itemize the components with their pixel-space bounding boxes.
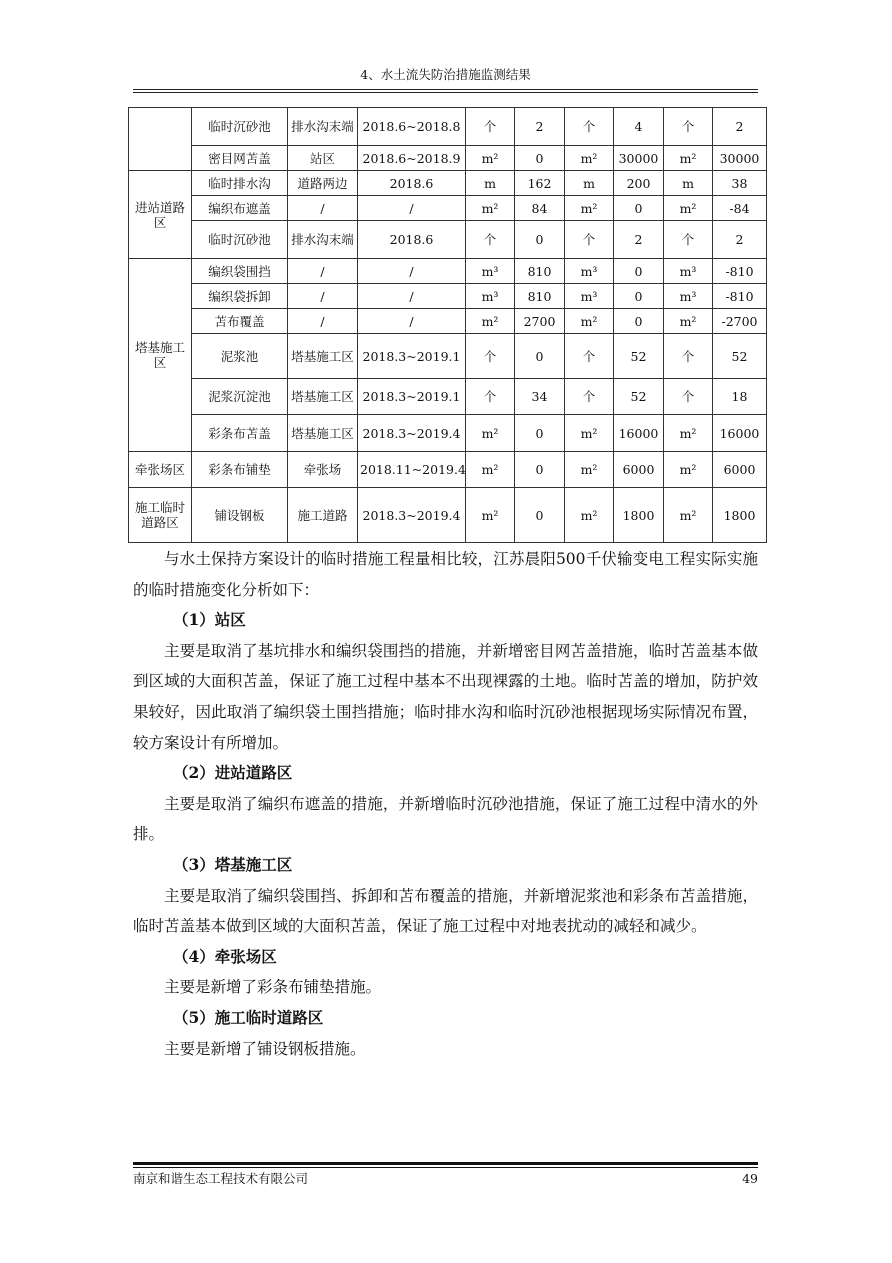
- table-cell: 个: [664, 108, 713, 146]
- table-cell: m²: [565, 146, 614, 171]
- table-cell: 苫布覆盖: [192, 309, 288, 334]
- table-cell: 2700: [515, 309, 565, 334]
- table-cell: m³: [466, 284, 515, 309]
- table-cell: 2: [713, 221, 767, 259]
- table-cell: 塔基施工区: [288, 415, 358, 452]
- section-heading: （2）进站道路区: [173, 763, 293, 783]
- table-cell: m²: [466, 146, 515, 171]
- table-cell: 2018.3~2019.1: [358, 379, 466, 415]
- table-cell: 个: [664, 221, 713, 259]
- table-cell: m²: [565, 488, 614, 543]
- table-cell: /: [358, 309, 466, 334]
- header-rule: [133, 89, 758, 90]
- table-cell: m²: [466, 309, 515, 334]
- table-cell: 16000: [614, 415, 664, 452]
- table-cell: 810: [515, 284, 565, 309]
- section-paragraph: 主要是新增了彩条布铺垫措施。: [164, 978, 382, 997]
- table-cell: 0: [614, 196, 664, 221]
- section-paragraph: 主要是取消了编织袋围挡、拆卸和苫布覆盖的措施，并新增泥浆池和彩条布苫盖措施，临时苫盖基本做到区域的大面积苫盖，保证了施工过程中对地表扰动的减轻和减少。: [133, 886, 758, 936]
- table-cell: 16000: [713, 415, 767, 452]
- table-cell: m²: [565, 196, 614, 221]
- table-cell: m²: [664, 196, 713, 221]
- table-cell: 2018.6: [358, 171, 466, 196]
- section-heading: （5）施工临时道路区: [173, 1007, 324, 1027]
- table-cell: 1800: [614, 488, 664, 543]
- table-cell: -2700: [713, 309, 767, 334]
- table-cell: 临时排水沟: [192, 171, 288, 196]
- table-cell: 52: [614, 379, 664, 415]
- table-cell: m²: [664, 146, 713, 171]
- table-cell: 6000: [614, 452, 664, 488]
- table-cell: 站区: [288, 146, 358, 171]
- section-heading: （4）牵张场区: [173, 946, 277, 966]
- table-cell: 个: [466, 108, 515, 146]
- table-cell: m³: [664, 284, 713, 309]
- table-cell: 0: [614, 284, 664, 309]
- table-cell: 34: [515, 379, 565, 415]
- table-cell: -810: [713, 284, 767, 309]
- table-cell: 0: [515, 221, 565, 259]
- table-cell: /: [288, 284, 358, 309]
- table-cell: 6000: [713, 452, 767, 488]
- table-cell-zone: 牵张场区: [129, 452, 192, 488]
- table-cell: 2018.11~2019.4: [358, 452, 466, 488]
- table-cell: m³: [466, 259, 515, 284]
- intro-paragraph: 与水土保持方案设计的临时措施工程量相比较，江苏晨阳500千伏输变电工程实际实施的临时措施变化分析如下：: [133, 550, 758, 599]
- section-heading: （3）塔基施工区: [173, 854, 293, 874]
- table-cell: 84: [515, 196, 565, 221]
- table-cell: 个: [466, 221, 515, 259]
- table-cell: 30000: [713, 146, 767, 171]
- table-cell: 铺设钢板: [192, 488, 288, 543]
- table-cell: 彩条布苫盖: [192, 415, 288, 452]
- table-cell: 个: [466, 379, 515, 415]
- table-cell: 个: [466, 334, 515, 379]
- table-row: [129, 284, 767, 309]
- table-cell: 彩条布铺垫: [192, 452, 288, 488]
- table-cell: 810: [515, 259, 565, 284]
- table-cell: 4: [614, 108, 664, 146]
- table-cell: 临时沉砂池: [192, 108, 288, 146]
- page-header: 4、水土流失防治措施监测结果: [360, 67, 531, 82]
- table-cell: 个: [664, 334, 713, 379]
- table-cell: 52: [713, 334, 767, 379]
- table-cell: 个: [565, 108, 614, 146]
- table-cell: m³: [565, 284, 614, 309]
- table-cell: [129, 108, 192, 171]
- table-cell: 2018.6~2018.8: [358, 108, 466, 146]
- table-cell: 0: [614, 309, 664, 334]
- section-paragraph: 主要是新增了铺设钢板措施。: [164, 1039, 366, 1058]
- table-cell: 52: [614, 334, 664, 379]
- table-cell: 塔基施工区: [288, 379, 358, 415]
- footer-rule: [133, 1162, 758, 1165]
- table-cell-zone: 施工临时道路区: [129, 488, 192, 543]
- table-cell: -84: [713, 196, 767, 221]
- page-number: 49: [742, 1171, 758, 1186]
- table-cell: 2: [515, 108, 565, 146]
- table-cell: 排水沟末端: [288, 108, 358, 146]
- table-cell: m²: [466, 488, 515, 543]
- table-cell: 200: [614, 171, 664, 196]
- table-cell: 2018.6: [358, 221, 466, 259]
- table-cell: m²: [664, 488, 713, 543]
- table-cell: 2: [614, 221, 664, 259]
- table-cell: 38: [713, 171, 767, 196]
- table-cell: /: [358, 259, 466, 284]
- table-cell: m²: [466, 452, 515, 488]
- measures-table: [128, 107, 767, 543]
- table-cell: 30000: [614, 146, 664, 171]
- table-cell: /: [358, 284, 466, 309]
- table-cell: m³: [565, 259, 614, 284]
- table-cell: 2018.3~2019.1: [358, 334, 466, 379]
- table-cell: 2: [713, 108, 767, 146]
- table-cell: /: [288, 196, 358, 221]
- table-cell: 162: [515, 171, 565, 196]
- section-heading: （1）站区: [173, 610, 246, 630]
- table-row: [129, 379, 767, 415]
- table-row: [129, 146, 767, 171]
- table-cell: m³: [664, 259, 713, 284]
- table-cell: 密目网苫盖: [192, 146, 288, 171]
- table-row: [129, 452, 767, 488]
- table-cell: m²: [466, 196, 515, 221]
- table-cell: /: [358, 196, 466, 221]
- table-row: [129, 221, 767, 259]
- table-cell: m: [466, 171, 515, 196]
- table-cell: m²: [466, 415, 515, 452]
- table-cell: 个: [565, 334, 614, 379]
- table-cell: m²: [664, 415, 713, 452]
- table-cell: 塔基施工区: [288, 334, 358, 379]
- table-cell: 泥浆池: [192, 334, 288, 379]
- table-cell: m²: [565, 415, 614, 452]
- table-cell: m: [664, 171, 713, 196]
- table-cell: 18: [713, 379, 767, 415]
- table-cell: 0: [515, 334, 565, 379]
- table-cell: 编织袋围挡: [192, 259, 288, 284]
- footer-rule-secondary: [133, 1167, 758, 1168]
- table-cell: 1800: [713, 488, 767, 543]
- table-row: [129, 108, 767, 146]
- table-row: [129, 196, 767, 221]
- table-cell: 道路两边: [288, 171, 358, 196]
- table-cell: m²: [565, 309, 614, 334]
- table-row: [129, 171, 767, 196]
- table-row: [129, 259, 767, 284]
- table-cell: /: [288, 259, 358, 284]
- table-cell-zone: 进站道路区: [129, 171, 192, 259]
- table-cell: 牵张场: [288, 452, 358, 488]
- table-cell: 0: [515, 488, 565, 543]
- table-cell: 0: [614, 259, 664, 284]
- header-rule-secondary: [133, 92, 758, 93]
- table-cell: 0: [515, 146, 565, 171]
- table-cell: -810: [713, 259, 767, 284]
- table-cell: 个: [664, 379, 713, 415]
- table-cell: 0: [515, 415, 565, 452]
- section-paragraph: 主要是取消了基坑排水和编织袋围挡的措施，并新增密目网苫盖措施，临时苫盖基本做到区域的大面积苫盖，保证了施工过程中基本不出现裸露的土地。临时苫盖的增加，防护效果较好，因此取消了编织袋土围挡措施；临时排水沟和临时沉砂池根据现场实际情况布置，较方案设计有所增加。: [133, 641, 758, 752]
- table-cell: 排水沟末端: [288, 221, 358, 259]
- table-row: [129, 309, 767, 334]
- table-cell: 2018.6~2018.9: [358, 146, 466, 171]
- body-text: [133, 544, 758, 1064]
- table-row: [129, 415, 767, 452]
- table-cell: 个: [565, 379, 614, 415]
- table-cell: 个: [565, 221, 614, 259]
- table-cell: m: [565, 171, 614, 196]
- table-cell: 0: [515, 452, 565, 488]
- table-cell: 2018.3~2019.4: [358, 415, 466, 452]
- table-cell-zone: 塔基施工区: [129, 259, 192, 452]
- table-cell: 2018.3~2019.4: [358, 488, 466, 543]
- table-cell: /: [288, 309, 358, 334]
- table-cell: m²: [664, 309, 713, 334]
- table-cell: 临时沉砂池: [192, 221, 288, 259]
- table-cell: m²: [565, 452, 614, 488]
- table-cell: 泥浆沉淀池: [192, 379, 288, 415]
- table-cell: 编织袋拆卸: [192, 284, 288, 309]
- footer-company: 南京和谐生态工程技术有限公司: [133, 1171, 309, 1186]
- table-cell: m²: [664, 452, 713, 488]
- table-row: [129, 334, 767, 379]
- section-paragraph: 主要是取消了编织布遮盖的措施，并新增临时沉砂池措施，保证了施工过程中清水的外排。: [133, 794, 758, 844]
- table-cell: 施工道路: [288, 488, 358, 543]
- table-cell: 编织布遮盖: [192, 196, 288, 221]
- table-row: [129, 488, 767, 543]
